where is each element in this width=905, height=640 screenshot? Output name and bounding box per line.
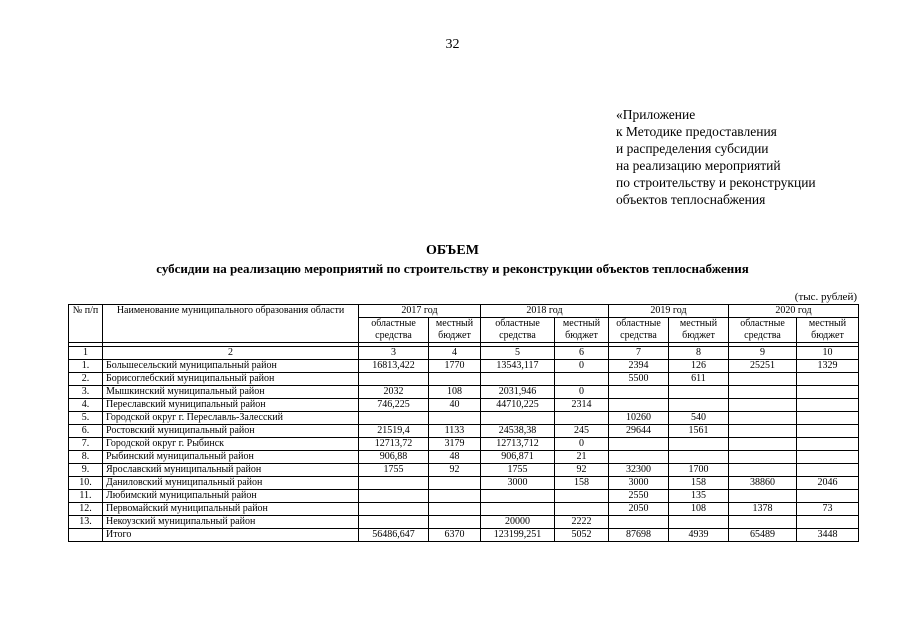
column-number: 7	[609, 347, 669, 360]
table-row	[69, 490, 859, 503]
local-budget-cell: 73	[797, 503, 859, 516]
table-row	[69, 412, 859, 425]
municipality-name: Рыбинский муниципальный район	[103, 451, 359, 464]
local-budget-cell: 158	[555, 477, 609, 490]
local-budget-cell: 611	[669, 373, 729, 386]
municipality-name: Ярославский муниципальный район	[103, 464, 359, 477]
municipality-name: Большесельский муниципальный район	[103, 360, 359, 373]
local-budget-cell: 0	[555, 360, 609, 373]
header-regional: областные средства	[481, 318, 555, 343]
regional-funds-cell	[729, 373, 797, 386]
document-title: ОБЪЕМ	[426, 243, 479, 258]
appendix-line: к Методике предоставления	[616, 124, 777, 139]
regional-funds-cell: 20000	[481, 516, 555, 529]
regional-funds-cell	[359, 490, 429, 503]
table-row	[69, 464, 859, 477]
regional-funds-cell	[729, 490, 797, 503]
appendix-line: и распределения субсидии	[616, 141, 769, 156]
local-budget-cell	[429, 490, 481, 503]
local-budget-cell	[797, 451, 859, 464]
row-number: 3.	[69, 386, 103, 399]
local-budget-cell	[429, 373, 481, 386]
local-budget-cell: 0	[555, 386, 609, 399]
regional-funds-cell: 906,871	[481, 451, 555, 464]
local-budget-cell: 1770	[429, 360, 481, 373]
local-budget-cell: 126	[669, 360, 729, 373]
appendix-line: на реализацию мероприятий	[616, 158, 781, 173]
table-row	[69, 360, 859, 373]
local-budget-cell: 5052	[555, 529, 609, 542]
local-budget-cell	[429, 516, 481, 529]
local-budget-cell: 21	[555, 451, 609, 464]
regional-funds-cell: 12713,72	[359, 438, 429, 451]
row-number: 10.	[69, 477, 103, 490]
row-number: 7.	[69, 438, 103, 451]
local-budget-cell	[555, 373, 609, 386]
header-year: 2020 год	[729, 305, 859, 318]
local-budget-cell	[555, 490, 609, 503]
regional-funds-cell: 1755	[481, 464, 555, 477]
local-budget-cell: 108	[429, 386, 481, 399]
regional-funds-cell: 5500	[609, 373, 669, 386]
local-budget-cell: 92	[555, 464, 609, 477]
regional-funds-cell	[729, 464, 797, 477]
regional-funds-cell	[481, 373, 555, 386]
appendix-line: объектов теплоснабжения	[616, 192, 766, 207]
row-number: 1.	[69, 360, 103, 373]
regional-funds-cell: 2031,946	[481, 386, 555, 399]
local-budget-cell	[669, 386, 729, 399]
regional-funds-cell	[359, 412, 429, 425]
regional-funds-cell: 10260	[609, 412, 669, 425]
regional-funds-cell: 24538,38	[481, 425, 555, 438]
header-regional: областные средства	[609, 318, 669, 343]
local-budget-cell	[797, 490, 859, 503]
local-budget-cell	[797, 425, 859, 438]
table-row	[69, 425, 859, 438]
regional-funds-cell	[609, 386, 669, 399]
table-row	[69, 503, 859, 516]
header-regional: областные средства	[359, 318, 429, 343]
row-number: 8.	[69, 451, 103, 464]
local-budget-cell	[429, 477, 481, 490]
local-budget-cell: 2046	[797, 477, 859, 490]
local-budget-cell: 108	[669, 503, 729, 516]
subsidy-table	[68, 304, 859, 542]
local-budget-cell	[669, 438, 729, 451]
local-budget-cell: 245	[555, 425, 609, 438]
municipality-name: Переславский муниципальный район	[103, 399, 359, 412]
column-number: 2	[103, 347, 359, 360]
municipality-name: Итого	[103, 529, 359, 542]
local-budget-cell	[669, 399, 729, 412]
column-number: 8	[669, 347, 729, 360]
regional-funds-cell: 21519,4	[359, 425, 429, 438]
regional-funds-cell: 746,225	[359, 399, 429, 412]
local-budget-cell	[797, 399, 859, 412]
local-budget-cell	[429, 412, 481, 425]
table-row	[69, 438, 859, 451]
header-local: местный бюджет	[555, 318, 609, 343]
local-budget-cell: 3448	[797, 529, 859, 542]
local-budget-cell: 6370	[429, 529, 481, 542]
regional-funds-cell	[729, 386, 797, 399]
regional-funds-cell: 13543,117	[481, 360, 555, 373]
appendix-line: по строительству и реконструкции	[616, 175, 816, 190]
local-budget-cell	[555, 503, 609, 516]
local-budget-cell: 2222	[555, 516, 609, 529]
header-year: 2017 год	[359, 305, 481, 318]
regional-funds-cell: 1755	[359, 464, 429, 477]
table-row	[69, 451, 859, 464]
local-budget-cell	[555, 412, 609, 425]
regional-funds-cell	[481, 503, 555, 516]
municipality-name: Городской округ г. Рыбинск	[103, 438, 359, 451]
table-row	[69, 477, 859, 490]
units-note: (тыс. рублей)	[794, 291, 857, 303]
header-name: Наименование муниципального образования области	[103, 305, 359, 343]
local-budget-cell	[797, 386, 859, 399]
local-budget-cell	[797, 373, 859, 386]
table-row	[69, 529, 859, 542]
regional-funds-cell	[729, 412, 797, 425]
header-num: № п/п	[69, 305, 103, 343]
regional-funds-cell: 2550	[609, 490, 669, 503]
row-number: 5.	[69, 412, 103, 425]
table-row	[69, 399, 859, 412]
local-budget-cell: 0	[555, 438, 609, 451]
row-number: 13.	[69, 516, 103, 529]
row-number: 9.	[69, 464, 103, 477]
regional-funds-cell: 3000	[481, 477, 555, 490]
regional-funds-cell	[359, 503, 429, 516]
row-number: 6.	[69, 425, 103, 438]
regional-funds-cell: 3000	[609, 477, 669, 490]
row-number	[69, 529, 103, 542]
local-budget-cell: 1700	[669, 464, 729, 477]
municipality-name: Первомайский муниципальный район	[103, 503, 359, 516]
table-row	[69, 516, 859, 529]
regional-funds-cell: 123199,251	[481, 529, 555, 542]
local-budget-cell: 2314	[555, 399, 609, 412]
local-budget-cell: 1329	[797, 360, 859, 373]
local-budget-cell: 158	[669, 477, 729, 490]
municipality-name: Городской округ г. Переславль-Залесский	[103, 412, 359, 425]
table-row	[69, 386, 859, 399]
local-budget-cell: 540	[669, 412, 729, 425]
regional-funds-cell	[609, 438, 669, 451]
regional-funds-cell: 906,88	[359, 451, 429, 464]
appendix-note	[616, 106, 816, 208]
row-number: 2.	[69, 373, 103, 386]
local-budget-cell: 48	[429, 451, 481, 464]
regional-funds-cell: 16813,422	[359, 360, 429, 373]
local-budget-cell: 1133	[429, 425, 481, 438]
regional-funds-cell	[609, 516, 669, 529]
regional-funds-cell	[609, 451, 669, 464]
local-budget-cell	[669, 451, 729, 464]
regional-funds-cell	[481, 412, 555, 425]
regional-funds-cell	[729, 425, 797, 438]
local-budget-cell	[797, 438, 859, 451]
municipality-name: Ростовский муниципальный район	[103, 425, 359, 438]
column-number: 9	[729, 347, 797, 360]
document-subtitle: субсидии на реализацию мероприятий по строительству и реконструкции объектов теплоснабжения	[156, 261, 749, 276]
column-number: 10	[797, 347, 859, 360]
local-budget-cell: 40	[429, 399, 481, 412]
municipality-name: Любимский муниципальный район	[103, 490, 359, 503]
local-budget-cell: 4939	[669, 529, 729, 542]
column-number: 1	[69, 347, 103, 360]
local-budget-cell	[797, 412, 859, 425]
regional-funds-cell	[729, 399, 797, 412]
column-number: 6	[555, 347, 609, 360]
header-local: местный бюджет	[429, 318, 481, 343]
municipality-name: Даниловский муниципальный район	[103, 477, 359, 490]
regional-funds-cell: 2394	[609, 360, 669, 373]
column-number: 5	[481, 347, 555, 360]
regional-funds-cell	[359, 516, 429, 529]
regional-funds-cell: 44710,225	[481, 399, 555, 412]
row-number: 12.	[69, 503, 103, 516]
regional-funds-cell: 56486,647	[359, 529, 429, 542]
local-budget-cell: 92	[429, 464, 481, 477]
regional-funds-cell: 87698	[609, 529, 669, 542]
regional-funds-cell	[609, 399, 669, 412]
regional-funds-cell: 25251	[729, 360, 797, 373]
local-budget-cell: 3179	[429, 438, 481, 451]
column-number: 4	[429, 347, 481, 360]
regional-funds-cell: 2032	[359, 386, 429, 399]
regional-funds-cell: 65489	[729, 529, 797, 542]
regional-funds-cell	[359, 373, 429, 386]
header-year: 2019 год	[609, 305, 729, 318]
header-local: местный бюджет	[797, 318, 859, 343]
row-number: 11.	[69, 490, 103, 503]
local-budget-cell	[429, 503, 481, 516]
regional-funds-cell	[481, 490, 555, 503]
column-number-row	[69, 347, 859, 360]
local-budget-cell	[797, 464, 859, 477]
regional-funds-cell	[729, 451, 797, 464]
header-year: 2018 год	[481, 305, 609, 318]
municipality-name: Мышкинский муниципальный район	[103, 386, 359, 399]
header-local: местный бюджет	[669, 318, 729, 343]
regional-funds-cell: 32300	[609, 464, 669, 477]
page-number: 32	[445, 37, 460, 52]
column-number: 3	[359, 347, 429, 360]
regional-funds-cell: 2050	[609, 503, 669, 516]
regional-funds-cell: 12713,712	[481, 438, 555, 451]
local-budget-cell: 135	[669, 490, 729, 503]
table-row	[69, 373, 859, 386]
row-number: 4.	[69, 399, 103, 412]
regional-funds-cell: 38860	[729, 477, 797, 490]
regional-funds-cell	[359, 477, 429, 490]
local-budget-cell: 1561	[669, 425, 729, 438]
regional-funds-cell	[729, 438, 797, 451]
regional-funds-cell: 29644	[609, 425, 669, 438]
local-budget-cell	[669, 516, 729, 529]
municipality-name: Некоузский муниципальный район	[103, 516, 359, 529]
header-regional: областные средства	[729, 318, 797, 343]
local-budget-cell	[797, 516, 859, 529]
appendix-line: «Приложение	[616, 107, 696, 122]
municipality-name: Борисоглебский муниципальный район	[103, 373, 359, 386]
regional-funds-cell: 1378	[729, 503, 797, 516]
regional-funds-cell	[729, 516, 797, 529]
